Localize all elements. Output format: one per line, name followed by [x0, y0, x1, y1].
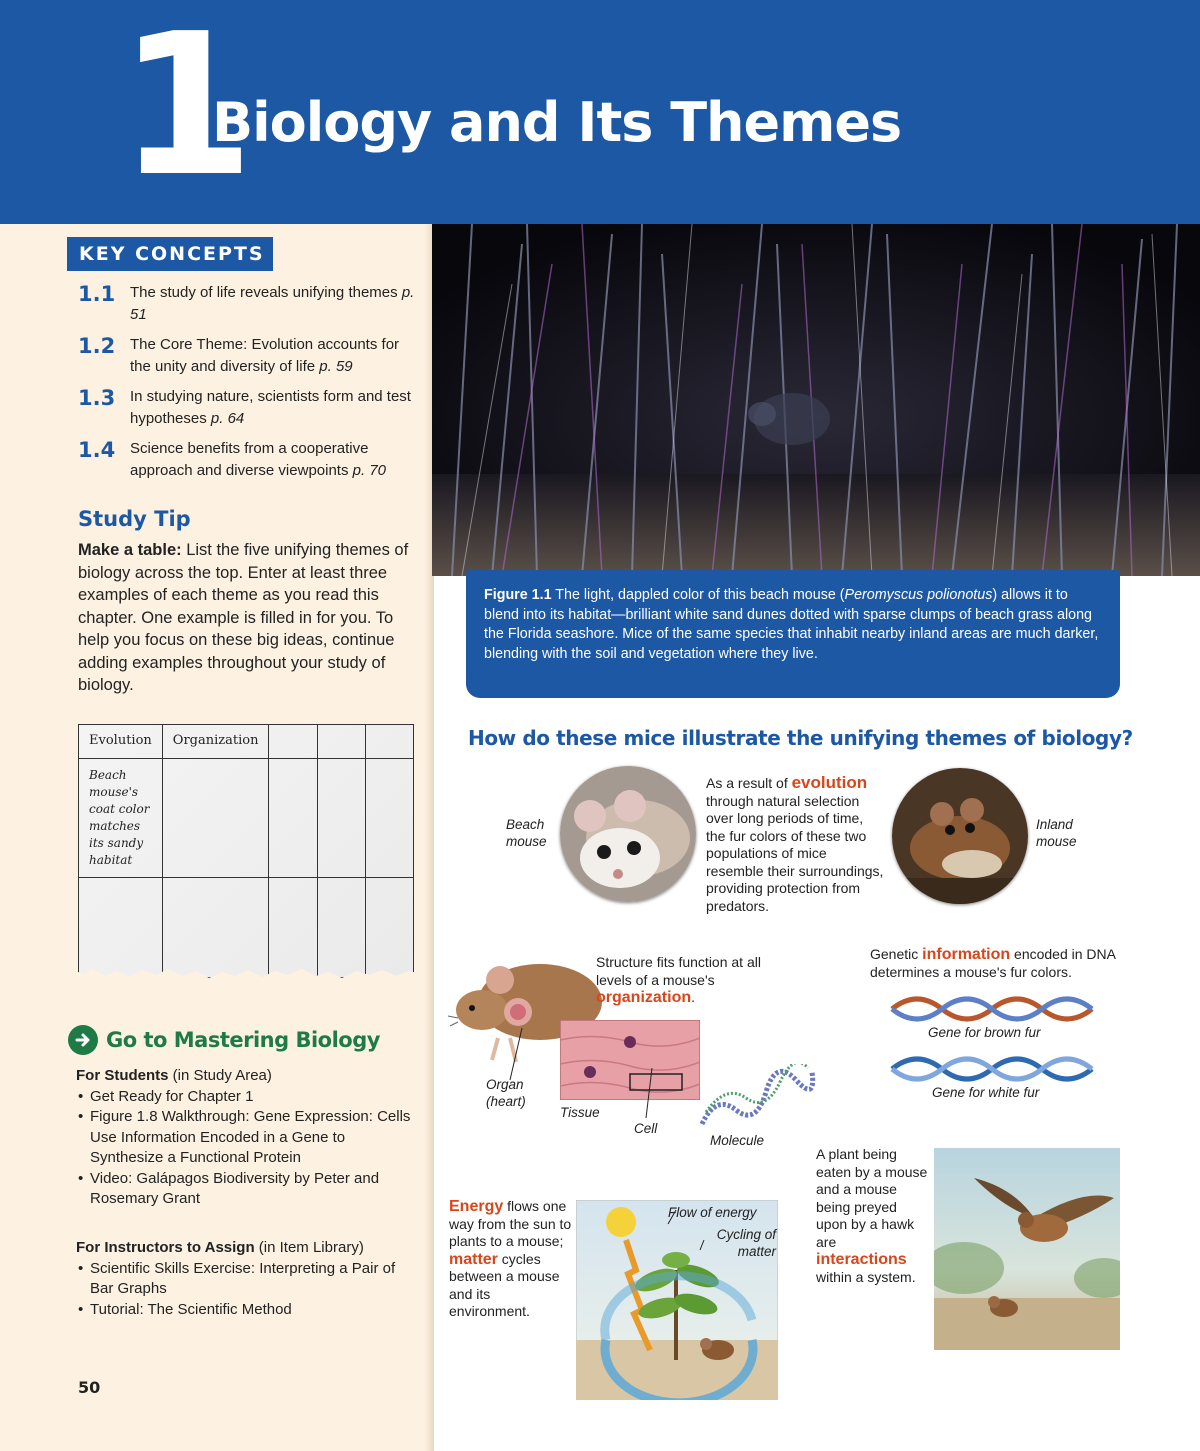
chapter-header — [0, 0, 1200, 224]
table-cell — [162, 878, 269, 978]
mastering-biology-link[interactable] — [68, 1025, 380, 1055]
table-cell — [269, 878, 317, 978]
beach-mouse-circle-photo — [560, 766, 696, 902]
student-resource-item[interactable]: • Video: Galápagos Biodiversity by Peter and Rosemary Grant — [76, 1169, 416, 1210]
figure-label: Figure 1.1 — [484, 587, 552, 603]
cycling-of-matter-label: Cycling of matter — [716, 1227, 776, 1259]
concept-number: 1.2 — [78, 334, 116, 358]
arrow-right-icon — [68, 1025, 98, 1055]
concept-text: The study of life reveals unifying themes p. 51 — [130, 284, 415, 323]
molecule-illustration — [696, 1064, 816, 1132]
table-cell — [162, 759, 269, 878]
information-text: Genetic information encoded in DNA determines a mouse's fur colors. — [870, 946, 1116, 980]
information-keyword: information — [922, 946, 1011, 963]
for-instructors-block — [76, 1238, 416, 1320]
page-number: 50 — [78, 1378, 101, 1397]
inland-mouse-circle-photo — [892, 768, 1028, 904]
concept-text: Science benefits from a cooperative approach and diverse viewpoints p. 70 — [130, 440, 387, 479]
gene-brown-label: Gene for brown fur — [928, 1025, 1041, 1040]
dna-white-icon — [890, 1056, 1096, 1082]
concept-page: p. 51 — [130, 284, 415, 323]
concept-text: In studying nature, scientists form and test hypotheses p. 64 — [130, 388, 411, 427]
organization-keyword: organization — [596, 989, 692, 1006]
table-cell — [79, 878, 163, 978]
evolution-keyword: evolution — [791, 773, 868, 792]
energy-text: Energy flows one way from the sun to plants to a mouse; matter cycles between a mouse and its environment. — [449, 1198, 572, 1319]
table-cell — [317, 759, 365, 878]
study-tip-heading: Study Tip — [78, 507, 191, 531]
section-question: How do these mice illustrate the unifying themes of biology? — [468, 726, 1133, 750]
inland-mouse-label: Inland mouse — [1036, 817, 1077, 849]
for-students-block — [76, 1066, 416, 1210]
interactions-text: A plant being eaten by a mouse and a mouse being preyed upon by a hawk are interactions within a system. — [816, 1146, 928, 1285]
concept-text: The Core Theme: Evolution accounts for the unity and diversity of life p. 59 — [130, 336, 400, 375]
chapter-title: Biology and Its Themes — [212, 91, 902, 154]
dna-brown-icon — [890, 996, 1096, 1022]
organ-label: Organ (heart) — [486, 1077, 526, 1109]
table-header-cell — [269, 725, 317, 759]
concept-number: 1.1 — [78, 282, 116, 306]
table-cell — [317, 878, 365, 978]
student-resource-item[interactable]: • Figure 1.8 Walkthrough: Gene Expression: Cells Use Information Encoded in a Gene to Synthesize a Functional Protein — [76, 1107, 416, 1169]
torn-paper-edge — [72, 966, 422, 984]
concept-page: p. 59 — [319, 358, 353, 375]
flow-of-energy-label: Flow of energy — [668, 1205, 757, 1220]
instructor-resource-item[interactable]: • Scientific Skills Exercise: Interpreting a Pair of Bar Graphs — [76, 1259, 416, 1300]
figure-caption: Figure 1.1 The light, dappled color of this beach mouse (Peromyscus polionotus) allows it to blend into its habitat—brilliant white sand dunes dotted with sparse clumps of beach grass along the Florida seashore. Mice of the same species that inhabit nearby inland areas are much darker, blending with the soil and vegetation where they live. — [484, 587, 1099, 662]
interactions-keyword: interactions — [816, 1251, 907, 1268]
table-header-cell: Organization — [162, 725, 269, 759]
instructor-resource-item[interactable]: • Tutorial: The Scientific Method — [76, 1300, 416, 1321]
cell-label: Cell — [634, 1121, 658, 1136]
energy-keyword: Energy — [449, 1198, 504, 1215]
matter-keyword: matter — [449, 1250, 498, 1268]
table-header-cell — [317, 725, 365, 759]
theme-table — [78, 724, 414, 978]
mastering-biology-heading: Go to Mastering Biology — [106, 1028, 380, 1052]
beach-mouse-label: Beach mouse — [506, 817, 547, 849]
key-concepts-label: KEY CONCEPTS — [67, 237, 273, 271]
chapter-number: 1 — [118, 0, 249, 220]
table-header-cell: Evolution — [79, 725, 163, 759]
student-resource-item[interactable]: • Get Ready for Chapter 1 — [76, 1087, 416, 1108]
table-cell — [269, 759, 317, 878]
molecule-label: Molecule — [710, 1133, 765, 1148]
species-name: Peromyscus polionotus — [844, 587, 993, 603]
concept-number: 1.4 — [78, 438, 116, 462]
gene-white-label: Gene for white fur — [932, 1085, 1040, 1100]
concept-page: p. 64 — [210, 410, 245, 427]
study-tip-body: Make a table: List the five unifying themes of biology across the top. Enter at least three examples of each theme as you read this chapter. One example is filled in for you. To help you focus on these big ideas, continue adding examples throughout your study of biology. — [78, 541, 409, 694]
table-cell — [365, 878, 413, 978]
study-tip-lead: Make a table: — [78, 541, 182, 559]
for-instructors-heading: For Instructors to Assign (in Item Library) — [76, 1239, 364, 1256]
tissue-label: Tissue — [560, 1105, 600, 1120]
concept-page: p. 70 — [352, 462, 387, 479]
for-students-heading: For Students (in Study Area) — [76, 1067, 272, 1084]
table-header-cell — [365, 725, 413, 759]
callout-lines — [500, 1024, 660, 1128]
organization-text: Structure fits function at all levels of a mouse's organization. — [596, 954, 761, 1006]
table-example-cell: Beach mouse's coat color matches its sandy habitat — [79, 759, 163, 878]
table-cell — [365, 759, 413, 878]
evolution-text: As a result of evolution through natural selection over long periods of time, the fur colors of these two populations of mice resemble their surroundings, providing protection from predators. — [706, 773, 884, 914]
beach-mouse-photo — [432, 224, 1200, 576]
hawk-mouse-photo — [934, 1148, 1120, 1350]
concept-number: 1.3 — [78, 386, 116, 410]
